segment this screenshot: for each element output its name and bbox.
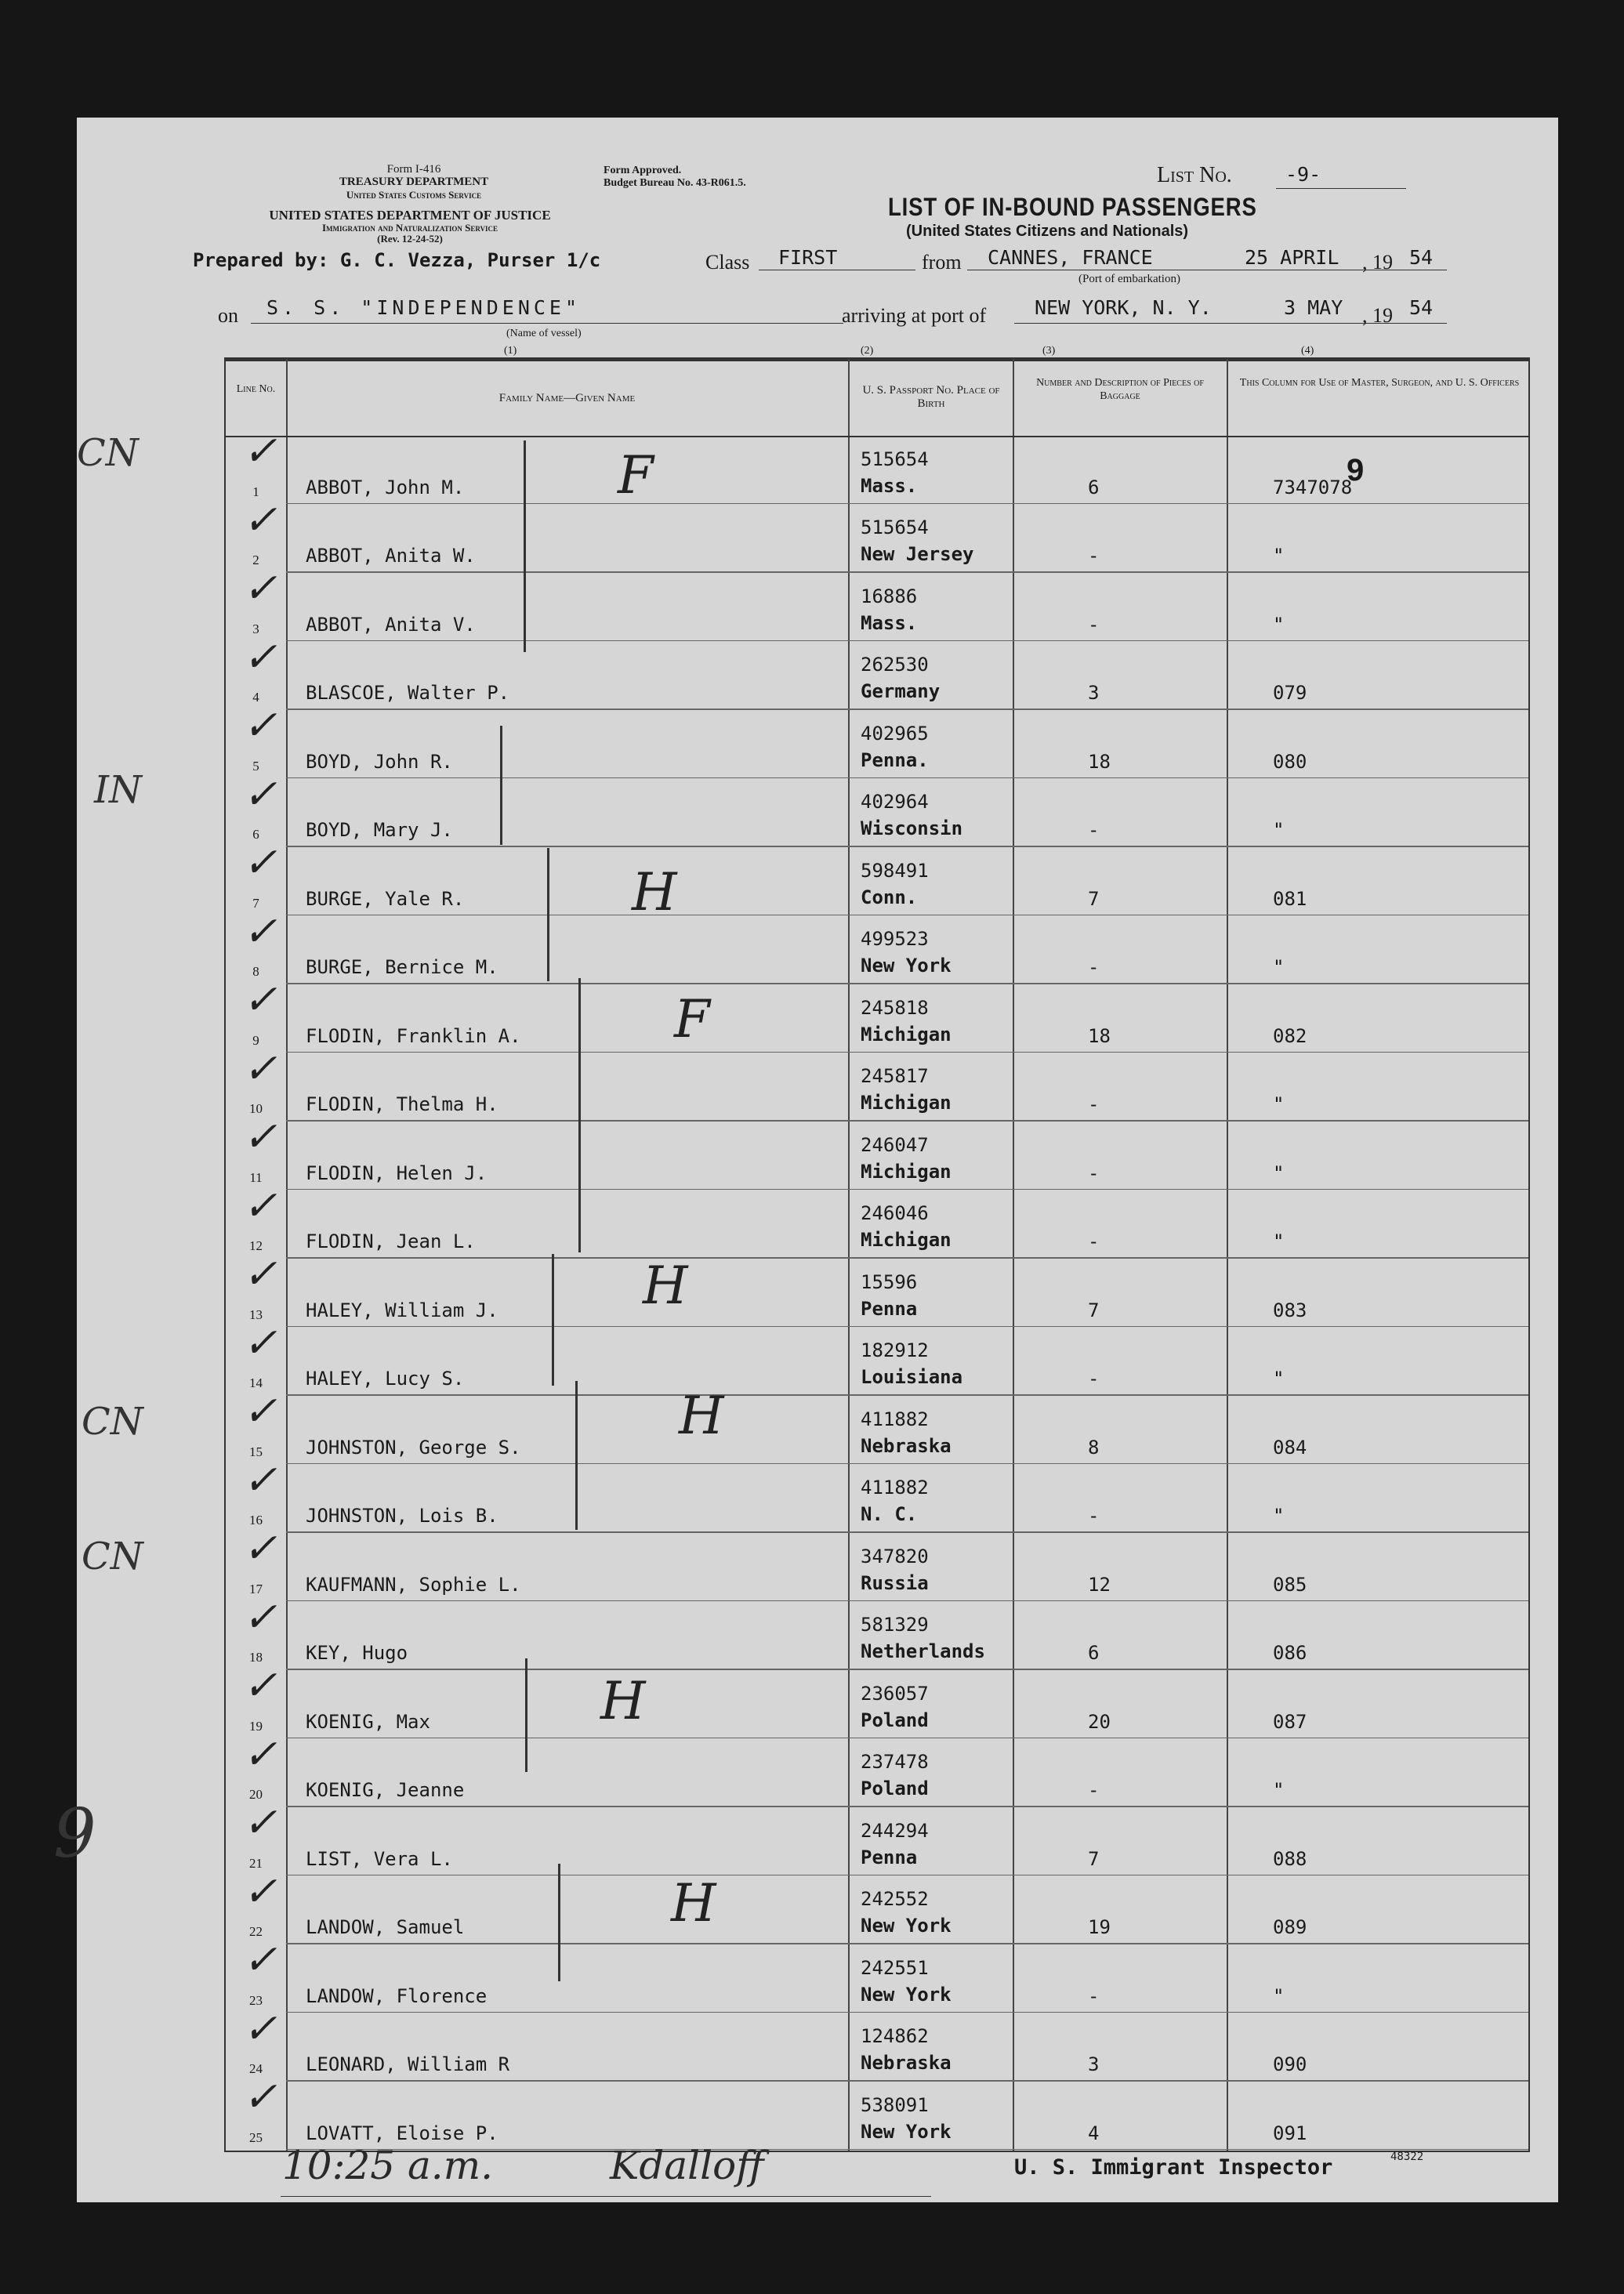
passenger-name: KOENIG, Max bbox=[306, 1710, 430, 1733]
check-mark-icon: ✓ bbox=[243, 1182, 277, 1230]
check-mark-icon: ✓ bbox=[243, 1388, 277, 1435]
margin-note: IN bbox=[94, 768, 142, 812]
customs-service: United States Customs Service bbox=[346, 189, 482, 201]
table-row bbox=[226, 496, 1528, 574]
inspector-signature: Kdalloff bbox=[610, 2143, 764, 2188]
passenger-table bbox=[224, 357, 1530, 2152]
line-number: 24 bbox=[249, 2061, 263, 2076]
baggage-count: 4 bbox=[1088, 2122, 1100, 2144]
officer-count: 9 bbox=[1347, 453, 1365, 487]
arrival-year-prefix: , 19 bbox=[1362, 304, 1393, 327]
form-number: Form I-416 bbox=[386, 163, 441, 176]
passenger-name: FLODIN, Helen J. bbox=[306, 1161, 488, 1184]
baggage-count: - bbox=[1088, 956, 1100, 978]
column-number-1: (1) bbox=[504, 345, 517, 357]
baggage-count: - bbox=[1088, 1984, 1100, 2007]
family-bracket bbox=[525, 1658, 527, 1772]
line-number: 18 bbox=[249, 1650, 263, 1665]
baggage-count: - bbox=[1088, 1230, 1100, 1252]
officer-entry: " bbox=[1273, 1093, 1285, 1115]
check-mark-icon: ✓ bbox=[243, 1662, 277, 1709]
passenger-name: HALEY, William J. bbox=[306, 1299, 498, 1321]
officer-entry: " bbox=[1273, 1368, 1285, 1390]
place-of-birth: New Jersey bbox=[861, 543, 974, 565]
stamp-h: H bbox=[679, 1386, 724, 1446]
table-row bbox=[226, 839, 1528, 916]
arrival-date: 3 MAY bbox=[1284, 296, 1343, 319]
baggage-count: - bbox=[1088, 1779, 1100, 1801]
passenger-name: FLODIN, Franklin A. bbox=[306, 1024, 521, 1047]
passport-number: 182912 bbox=[861, 1339, 929, 1361]
check-mark-icon: ✓ bbox=[243, 1868, 277, 1915]
line-number: 7 bbox=[252, 895, 259, 911]
passport-number: 598491 bbox=[861, 859, 929, 882]
passenger-name: FLODIN, Thelma H. bbox=[306, 1093, 498, 1115]
line-number: 12 bbox=[249, 1238, 263, 1253]
table-row bbox=[226, 1730, 1528, 1808]
arrival-year: 54 bbox=[1409, 296, 1434, 319]
baggage-count: 7 bbox=[1088, 887, 1100, 910]
port-of-embarkation: CANNES, FRANCE bbox=[988, 246, 1153, 269]
passport-number: 15596 bbox=[861, 1270, 918, 1293]
stamp-f: F bbox=[674, 989, 710, 1049]
passport-number: 242552 bbox=[861, 1888, 929, 1910]
line-number: 17 bbox=[249, 1581, 263, 1596]
baggage-count: - bbox=[1088, 819, 1100, 841]
baggage-count: 20 bbox=[1088, 1710, 1111, 1733]
line-number: 25 bbox=[249, 2129, 263, 2145]
form-revision: (Rev. 12-24-52) bbox=[377, 233, 443, 245]
officer-entry: 089 bbox=[1273, 1916, 1307, 1938]
baggage-count: 19 bbox=[1088, 1916, 1111, 1938]
passenger-name: LOVATT, Eloise P. bbox=[306, 2122, 498, 2144]
port-embarkation-caption: (Port of embarkation) bbox=[1078, 273, 1180, 285]
stamp-h: H bbox=[632, 862, 677, 922]
check-mark-icon: ✓ bbox=[243, 496, 277, 544]
officer-entry: 080 bbox=[1273, 750, 1307, 773]
baggage-count: 3 bbox=[1088, 2053, 1100, 2075]
passenger-name: LEONARD, William R bbox=[306, 2053, 510, 2075]
passport-number: 236057 bbox=[861, 1682, 929, 1705]
officer-entry: 091 bbox=[1273, 2122, 1307, 2144]
passenger-name: ABBOT, Anita W. bbox=[306, 545, 476, 567]
vessel-caption: (Name of vessel) bbox=[506, 328, 582, 339]
line-number: 11 bbox=[249, 1169, 263, 1185]
check-mark-icon: ✓ bbox=[243, 1937, 277, 1984]
place-of-birth: Michigan bbox=[861, 1092, 952, 1114]
table-row bbox=[226, 633, 1528, 711]
check-mark-icon: ✓ bbox=[243, 1319, 277, 1367]
line-number: 10 bbox=[249, 1101, 263, 1116]
officer-entry: " bbox=[1273, 1230, 1285, 1252]
treasury-department: TREASURY DEPARTMENT bbox=[339, 176, 489, 188]
place-of-birth: Conn. bbox=[861, 886, 918, 908]
place-of-birth: Louisiana bbox=[861, 1366, 963, 1388]
year-prefix: , 19 bbox=[1362, 251, 1393, 274]
budget-bureau: Budget Bureau No. 43-R061.5. bbox=[604, 177, 746, 189]
family-bracket bbox=[547, 848, 549, 981]
check-mark-icon: ✓ bbox=[243, 2074, 277, 2121]
passenger-name: HALEY, Lucy S. bbox=[306, 1368, 465, 1390]
page-subtitle: (United States Citizens and Nationals) bbox=[906, 223, 1189, 240]
family-bracket bbox=[575, 1381, 578, 1530]
line-number: 2 bbox=[252, 553, 259, 567]
line-number: 20 bbox=[249, 1787, 263, 1802]
officer-entry: " bbox=[1273, 545, 1285, 567]
officer-entry: 085 bbox=[1273, 1573, 1307, 1596]
check-mark-icon: ✓ bbox=[243, 770, 277, 818]
inspector-code: 48322 bbox=[1390, 2151, 1424, 2163]
table-row bbox=[226, 1525, 1528, 1602]
table-row bbox=[226, 565, 1528, 642]
check-mark-icon: ✓ bbox=[243, 839, 277, 886]
arrival-port: NEW YORK, N. Y. bbox=[1035, 296, 1212, 319]
passport-number: 244294 bbox=[861, 1819, 929, 1842]
officer-entry: 083 bbox=[1273, 1299, 1307, 1321]
passenger-name: ABBOT, John M. bbox=[306, 476, 465, 498]
table-row bbox=[226, 1662, 1528, 1739]
place-of-birth: Nebraska bbox=[861, 1434, 952, 1457]
departure-date: 25 APRIL bbox=[1245, 246, 1339, 269]
line-number: 19 bbox=[249, 1718, 263, 1734]
table-row bbox=[226, 1799, 1528, 1876]
baggage-count: 6 bbox=[1088, 1642, 1100, 1664]
page-title: LIST OF IN-BOUND PASSENGERS bbox=[888, 193, 1257, 221]
baggage-count: - bbox=[1088, 545, 1100, 567]
passenger-name: BOYD, Mary J. bbox=[306, 819, 453, 841]
table-row bbox=[226, 1868, 1528, 1945]
table-row bbox=[226, 702, 1528, 779]
passport-number: 124862 bbox=[861, 2025, 929, 2047]
place-of-birth: Netherlands bbox=[861, 1640, 985, 1662]
baggage-count: 8 bbox=[1088, 1436, 1100, 1459]
list-number: -9- bbox=[1285, 163, 1321, 186]
officer-entry: 084 bbox=[1273, 1436, 1307, 1459]
passenger-name: LANDOW, Samuel bbox=[306, 1916, 465, 1938]
passport-number: 246046 bbox=[861, 1202, 929, 1224]
line-number: 8 bbox=[252, 964, 259, 979]
table-row bbox=[226, 1388, 1528, 1465]
table-row bbox=[226, 770, 1528, 848]
place-of-birth: Michigan bbox=[861, 1229, 952, 1251]
place-of-birth: Penna bbox=[861, 1846, 918, 1868]
table-row bbox=[226, 1319, 1528, 1397]
passport-number: 402965 bbox=[861, 722, 929, 745]
place-of-birth: New York bbox=[861, 1915, 952, 1937]
baggage-count: - bbox=[1088, 1368, 1100, 1390]
baggage-count: 12 bbox=[1088, 1573, 1111, 1596]
officer-entry: 088 bbox=[1273, 1847, 1307, 1870]
passenger-name: JOHNSTON, George S. bbox=[306, 1436, 521, 1459]
table-row bbox=[226, 908, 1528, 985]
check-mark-icon: ✓ bbox=[243, 2005, 277, 2053]
table-row bbox=[226, 2005, 1528, 2082]
stamp-h: H bbox=[671, 1873, 716, 1933]
immigrant-inspector: U. S. Immigrant Inspector bbox=[1014, 2155, 1333, 2180]
baggage-count: 18 bbox=[1088, 1024, 1111, 1047]
place-of-birth: Poland bbox=[861, 1778, 929, 1799]
officer-entry: 7347078 bbox=[1273, 476, 1353, 498]
baggage-count: 7 bbox=[1088, 1299, 1100, 1321]
departure-year: 54 bbox=[1409, 246, 1434, 269]
passport-number: 581329 bbox=[861, 1614, 929, 1636]
table-row bbox=[226, 1251, 1528, 1328]
check-mark-icon: ✓ bbox=[243, 428, 277, 475]
line-number: 5 bbox=[252, 758, 259, 774]
class-value: FIRST bbox=[778, 246, 838, 269]
check-mark-icon: ✓ bbox=[243, 908, 277, 955]
list-number-label: List No. bbox=[1157, 163, 1232, 187]
passenger-name: JOHNSTON, Lois B. bbox=[306, 1505, 498, 1527]
baggage-count: 7 bbox=[1088, 1847, 1100, 1870]
prepared-by: Prepared by: G. C. Vezza, Purser 1/c bbox=[193, 249, 601, 271]
check-mark-icon: ✓ bbox=[243, 565, 277, 612]
place-of-birth: Penna bbox=[861, 1297, 918, 1320]
stamp-h: H bbox=[600, 1671, 646, 1731]
line-number: 22 bbox=[249, 1924, 263, 1939]
column-header-passport: U. S. Passport No. Place of Birth bbox=[862, 384, 1000, 410]
officer-entry: 087 bbox=[1273, 1710, 1307, 1733]
place-of-birth: Michigan bbox=[861, 1023, 952, 1046]
place-of-birth: Nebraska bbox=[861, 2052, 952, 2074]
officer-entry: " bbox=[1273, 819, 1285, 841]
passenger-name: BOYD, John R. bbox=[306, 750, 453, 773]
place-of-birth: N. C. bbox=[861, 1503, 918, 1525]
passport-number: 538091 bbox=[861, 2093, 929, 2116]
officer-entry: 079 bbox=[1273, 682, 1307, 704]
arrival-time: 10:25 a.m. bbox=[282, 2143, 493, 2188]
baggage-count: 3 bbox=[1088, 682, 1100, 704]
department-of-justice: UNITED STATES DEPARTMENT OF JUSTICE bbox=[269, 208, 551, 223]
check-mark-icon: ✓ bbox=[243, 702, 277, 749]
passport-number: 237478 bbox=[861, 1751, 929, 1773]
officer-entry: " bbox=[1273, 1161, 1285, 1184]
place-of-birth: Michigan bbox=[861, 1160, 952, 1183]
officer-entry: " bbox=[1273, 613, 1285, 636]
line-number: 21 bbox=[249, 1855, 263, 1871]
line-number: 16 bbox=[249, 1513, 263, 1528]
margin-note: 9 bbox=[53, 1795, 96, 1873]
form-approved: Form Approved. bbox=[604, 165, 682, 176]
baggage-count: 18 bbox=[1088, 750, 1111, 773]
place-of-birth: New York bbox=[861, 2120, 952, 2143]
check-mark-icon: ✓ bbox=[243, 1799, 277, 1846]
table-row bbox=[226, 2074, 1528, 2151]
passenger-name: KOENIG, Jeanne bbox=[306, 1779, 465, 1801]
column-number-2: (2) bbox=[861, 345, 874, 357]
passenger-name: BURGE, Bernice M. bbox=[306, 956, 498, 978]
table-row bbox=[226, 1593, 1528, 1671]
margin-note: CN bbox=[82, 1400, 143, 1444]
line-number: 1 bbox=[252, 484, 259, 499]
baggage-count: - bbox=[1088, 1505, 1100, 1527]
place-of-birth: Poland bbox=[861, 1709, 929, 1731]
place-of-birth: New York bbox=[861, 955, 952, 977]
stamp-h: H bbox=[643, 1256, 688, 1316]
passenger-name: LIST, Vera L. bbox=[306, 1847, 453, 1870]
family-bracket bbox=[552, 1254, 554, 1386]
family-bracket bbox=[558, 1864, 560, 1981]
column-header-officers: This Column for Use of Master, Surgeon, and U. S. Officers bbox=[1239, 377, 1520, 389]
column-header-name: Family Name—Given Name bbox=[498, 392, 636, 404]
officer-entry: " bbox=[1273, 1779, 1285, 1801]
table-row bbox=[226, 1456, 1528, 1534]
line-number: 6 bbox=[252, 827, 259, 842]
place-of-birth: Wisconsin bbox=[861, 817, 963, 839]
passenger-name: KAUFMANN, Sophie L. bbox=[306, 1573, 521, 1596]
check-mark-icon: ✓ bbox=[243, 1114, 277, 1161]
arriving-label: arriving at port of bbox=[842, 304, 987, 327]
check-mark-icon: ✓ bbox=[243, 1525, 277, 1572]
passport-number: 246047 bbox=[861, 1133, 929, 1156]
officer-entry: 086 bbox=[1273, 1642, 1307, 1664]
officer-entry: 081 bbox=[1273, 887, 1307, 910]
passenger-name: KEY, Hugo bbox=[306, 1642, 408, 1664]
place-of-birth: Mass. bbox=[861, 474, 918, 497]
officer-entry: " bbox=[1273, 1984, 1285, 2007]
passport-number: 242551 bbox=[861, 1956, 929, 1979]
passenger-manifest-page bbox=[53, 118, 1558, 2202]
baggage-count: - bbox=[1088, 1093, 1100, 1115]
naturalization-service: Immigration and Naturalization Service bbox=[321, 222, 498, 234]
passport-number: 16886 bbox=[861, 585, 918, 607]
check-mark-icon: ✓ bbox=[243, 1251, 277, 1298]
passport-number: 499523 bbox=[861, 928, 929, 950]
line-number: 3 bbox=[252, 621, 259, 636]
check-mark-icon: ✓ bbox=[243, 1730, 277, 1778]
line-number: 13 bbox=[249, 1306, 263, 1322]
passenger-name: BURGE, Yale R. bbox=[306, 887, 465, 910]
officer-entry: 082 bbox=[1273, 1024, 1307, 1047]
class-label: Class bbox=[705, 251, 750, 274]
passenger-name: FLODIN, Jean L. bbox=[306, 1230, 476, 1252]
baggage-count: 6 bbox=[1088, 476, 1100, 498]
vessel-name: S. S. "INDEPENDENCE" bbox=[266, 296, 582, 319]
place-of-birth: Penna. bbox=[861, 748, 929, 771]
place-of-birth: Mass. bbox=[861, 611, 918, 634]
passport-number: 347820 bbox=[861, 1545, 929, 1567]
check-mark-icon: ✓ bbox=[243, 1045, 277, 1093]
passenger-name: ABBOT, Anita V. bbox=[306, 613, 476, 636]
table-row bbox=[226, 977, 1528, 1053]
stamp-f: F bbox=[618, 445, 654, 506]
place-of-birth: Germany bbox=[861, 680, 941, 702]
check-mark-icon: ✓ bbox=[243, 977, 277, 1024]
margin-note: CN bbox=[77, 431, 139, 475]
table-row bbox=[226, 1045, 1528, 1122]
check-mark-icon: ✓ bbox=[243, 633, 277, 681]
place-of-birth: Russia bbox=[861, 1571, 929, 1594]
passport-number: 515654 bbox=[861, 516, 929, 538]
family-bracket bbox=[578, 978, 581, 1252]
passport-number: 411882 bbox=[861, 1477, 929, 1499]
family-bracket bbox=[500, 726, 502, 845]
column-header-baggage: Number and Description of Pieces of Baggage bbox=[1036, 377, 1204, 402]
table-row bbox=[226, 428, 1528, 505]
passport-number: 245818 bbox=[861, 996, 929, 1019]
table-row bbox=[226, 1114, 1528, 1190]
officer-entry: " bbox=[1273, 956, 1285, 978]
passenger-name: LANDOW, Florence bbox=[306, 1984, 488, 2007]
line-number: 14 bbox=[249, 1375, 263, 1390]
passport-number: 411882 bbox=[861, 1408, 929, 1430]
column-number-3: (3) bbox=[1042, 345, 1056, 357]
passenger-name: BLASCOE, Walter P. bbox=[306, 682, 510, 704]
passport-number: 245817 bbox=[861, 1065, 929, 1087]
check-mark-icon: ✓ bbox=[243, 1593, 277, 1641]
passport-number: 515654 bbox=[861, 448, 929, 470]
officer-entry: 090 bbox=[1273, 2053, 1307, 2075]
passport-number: 262530 bbox=[861, 654, 929, 676]
table-row bbox=[226, 1182, 1528, 1259]
column-header-line: Line No. bbox=[236, 383, 276, 395]
on-label: on bbox=[218, 304, 238, 327]
baggage-count: - bbox=[1088, 613, 1100, 636]
column-number-4: (4) bbox=[1301, 345, 1314, 357]
line-number: 15 bbox=[249, 1444, 263, 1459]
family-bracket bbox=[524, 440, 526, 652]
margin-note: CN bbox=[82, 1535, 143, 1578]
line-number: 23 bbox=[249, 1992, 263, 2008]
baggage-count: - bbox=[1088, 1161, 1100, 1184]
officer-entry: " bbox=[1273, 1505, 1285, 1527]
check-mark-icon: ✓ bbox=[243, 1456, 277, 1504]
place-of-birth: New York bbox=[861, 1983, 952, 2006]
passport-number: 402964 bbox=[861, 791, 929, 813]
line-number: 9 bbox=[252, 1032, 259, 1048]
table-row bbox=[226, 1937, 1528, 2013]
line-number: 4 bbox=[252, 690, 259, 705]
from-label: from bbox=[922, 251, 962, 274]
